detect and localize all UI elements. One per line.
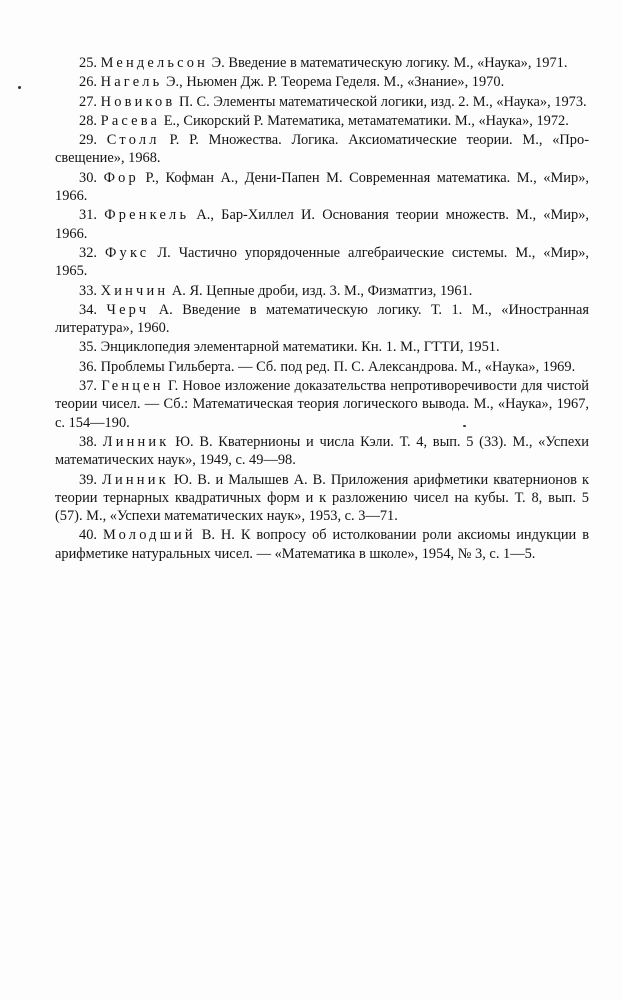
reference-item: 37. Генцен Г. Новое изложение доказательства непротиворечивости для чистой теории чисел. — Сб.: Математическая теория логического вывода. М., «Наука», 1967, с. 154—190. [55,378,589,431]
scan-speck [18,86,21,89]
reference-item: 28. Расева Е., Сикорский Р. Математика, метаматематики. М., «Наука», 1972. [79,112,569,129]
reference-item: 35. Энциклопедия элементарной математики. Кн. 1. М., ГТТИ, 1951. [79,339,500,356]
reference-item: 31. Френкель А., Бар-Хиллел И. Основания теории множеств. М., «Мир», 1966. [55,207,589,242]
bibliography-list [55,54,589,564]
reference-item: 38. Линник Ю. В. Кватернионы и числа Кэли. Т. 4, вып. 5 (33). М., «Успехи математических наук», 1949, с. 49—98. [55,433,590,469]
reference-item: 26. Нагель Э., Ньюмен Дж. Р. Теорема Геделя. М., «Знание», 1970. [79,74,505,91]
reference-item: 30. Фор Р., Кофман А., Дени-Папен М. Современная математика. М., «Мир», 1966. [55,169,589,205]
reference-item: 27. Новиков П. С. Элементы математической логики, изд. 2. М., «Наука», 1973. [79,93,587,110]
reference-item: 33. Хинчин А. Я. Цепные дроби, изд. 3. М., Физматгиз, 1961. [79,282,473,299]
reference-item: 25. Мендельсон Э. Введение в математическую логику. М., «Наука», 1971. [79,55,568,71]
reference-item: 36. Проблемы Гильберта. — Сб. под ред. П. С. Александрова. М., «Наука», 1969. [79,358,576,375]
reference-item: 34. Черч А. Введение в математическую логику. Т. 1. М., «Иностранная литература», 1960. [55,301,589,337]
reference-item: 39. Линник Ю. В. и Малышев А. В. Приложения арифметики кватернионов к теории тернарных квадратичных форм и к разложению чисел на кубы. Т. 8, вып. 5 (57). М., «Успехи математических наук», 1953, с. 3—71. [55,471,589,525]
reference-item: 32. Фукс Л. Частично упорядоченные алгебраические системы. М., «Мир», 1965. [55,244,589,280]
reference-item: 40. Молодший В. Н. К вопросу об истолковании роли аксиомы индукции в арифметике натуральных чисел. — «Математика в школе», 1954, № 3, с. 1—5. [55,527,589,562]
reference-item: 29. Столл Р. Р. Множества. Логика. Аксиоматические теории. М., «Просвещение», 1968. [55,132,589,167]
